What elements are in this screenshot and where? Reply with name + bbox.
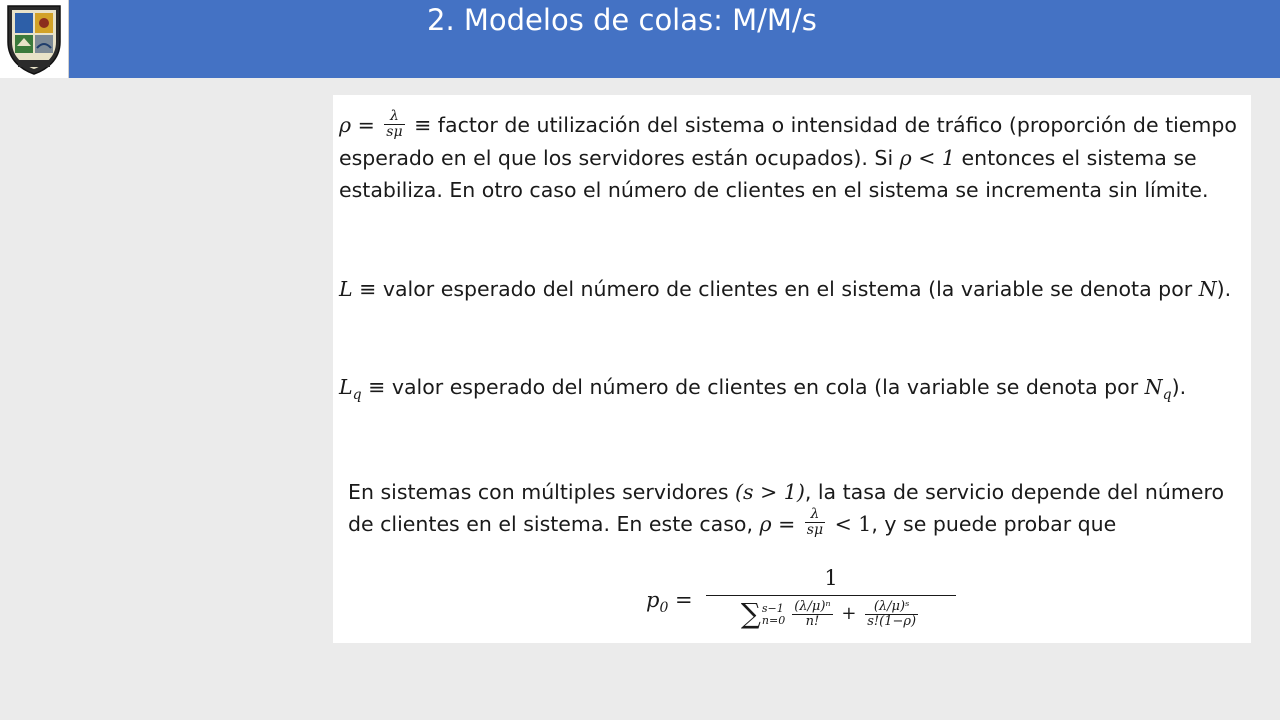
less-than-one: < 1 [834,511,872,536]
page-title: 2. Modelos de colas: M/M/s [427,3,817,37]
lq-definition: ≡ valor esperado del número de clientes en cola (la variable se denota por [368,375,1139,399]
utilization-factor-paragraph: ρ = $\frac{\lambda}{s\mu}$ ≡ factor de utilización del sistema o intensidad de tráfico (proporción de tiempo esperado en el que los servidores están ocupados). Si ρ < 1 entonces el sistema se estabiliza. En otro caso el número de clientes en el sistema se incrementa sin límite. [339,107,1237,202]
lq-symbol: $L_q$ [339,375,362,404]
expected-clients-system-paragraph: L ≡ valor esperado del número de clientes en el sistema (la variable se denota por N). [339,277,1232,301]
lambda-over-s-mu: $\frac{\lambda}{s\mu}$ [386,107,403,140]
tail-term: $\frac{\text{(λ/μ)ˢ}}{s!(1-\rho)}$ [867,599,917,629]
university-crest-icon [0,0,69,78]
rho-symbol: ρ [339,113,352,137]
multi-server-intro: En sistemas con múltiples servidores [348,480,729,504]
l-definition: ≡ valor esperado del número de clientes en el sistema (la variable se denota por [359,277,1193,301]
s-condition: (s > 1) [735,480,805,504]
p0-lhs: $p_0$ = [646,588,693,617]
l-symbol: L [339,277,353,301]
content-image-panel [333,95,1251,643]
multiple-servers-paragraph: En sistemas con múltiples servidores (s > 1), la tasa de servicio depende del número de clientes en el sistema. En este caso, ρ = $\frac{\lambda}{s\mu}$ < 1, y se puede probar que [348,480,1225,538]
sum-limits: s−1 n=0 [761,601,786,627]
stability-consequence: entonces el sistema se estabiliza. En otro caso el número de clientes en el sistema se incrementa sin límite. [339,145,1209,202]
nq-variable: $N_q$ [1144,375,1172,404]
p0-fraction [706,565,956,629]
lambda-over-s-mu-inline: $\frac{\lambda}{s\mu}$ [806,506,824,538]
sum-term: $\frac{\text{(λ/μ)ⁿ}}{n!}$ [794,599,831,629]
utilization-definition: ≡ factor de utilización del sistema o intensidad de tráfico (proporción de tiempo esperado en el que los servidores están ocupados). Si [339,113,1237,170]
p0-denominator: ∑ s−1 n=0 $\frac{\text{(λ/μ)ⁿ}}{n!}$ + $\frac{\text{(λ/μ)ˢ}}{s!(1-\rho)}$ [740,597,917,630]
proof-intro: , y se puede probar que [871,511,1117,536]
n-variable: N [1198,277,1217,301]
service-rate-text: , la tasa de servicio depende del número de clientes en el sistema. En este caso, [348,480,1225,536]
summation-icon: ∑ [740,597,761,630]
expected-clients-queue-paragraph: $L_q$ ≡ valor esperado del número de clientes en cola (la variable se denota por $N_q$). [339,375,1187,404]
stability-condition: ρ < 1 [899,145,955,170]
p0-numerator: 1 [706,565,956,596]
title-bar [0,0,1280,78]
